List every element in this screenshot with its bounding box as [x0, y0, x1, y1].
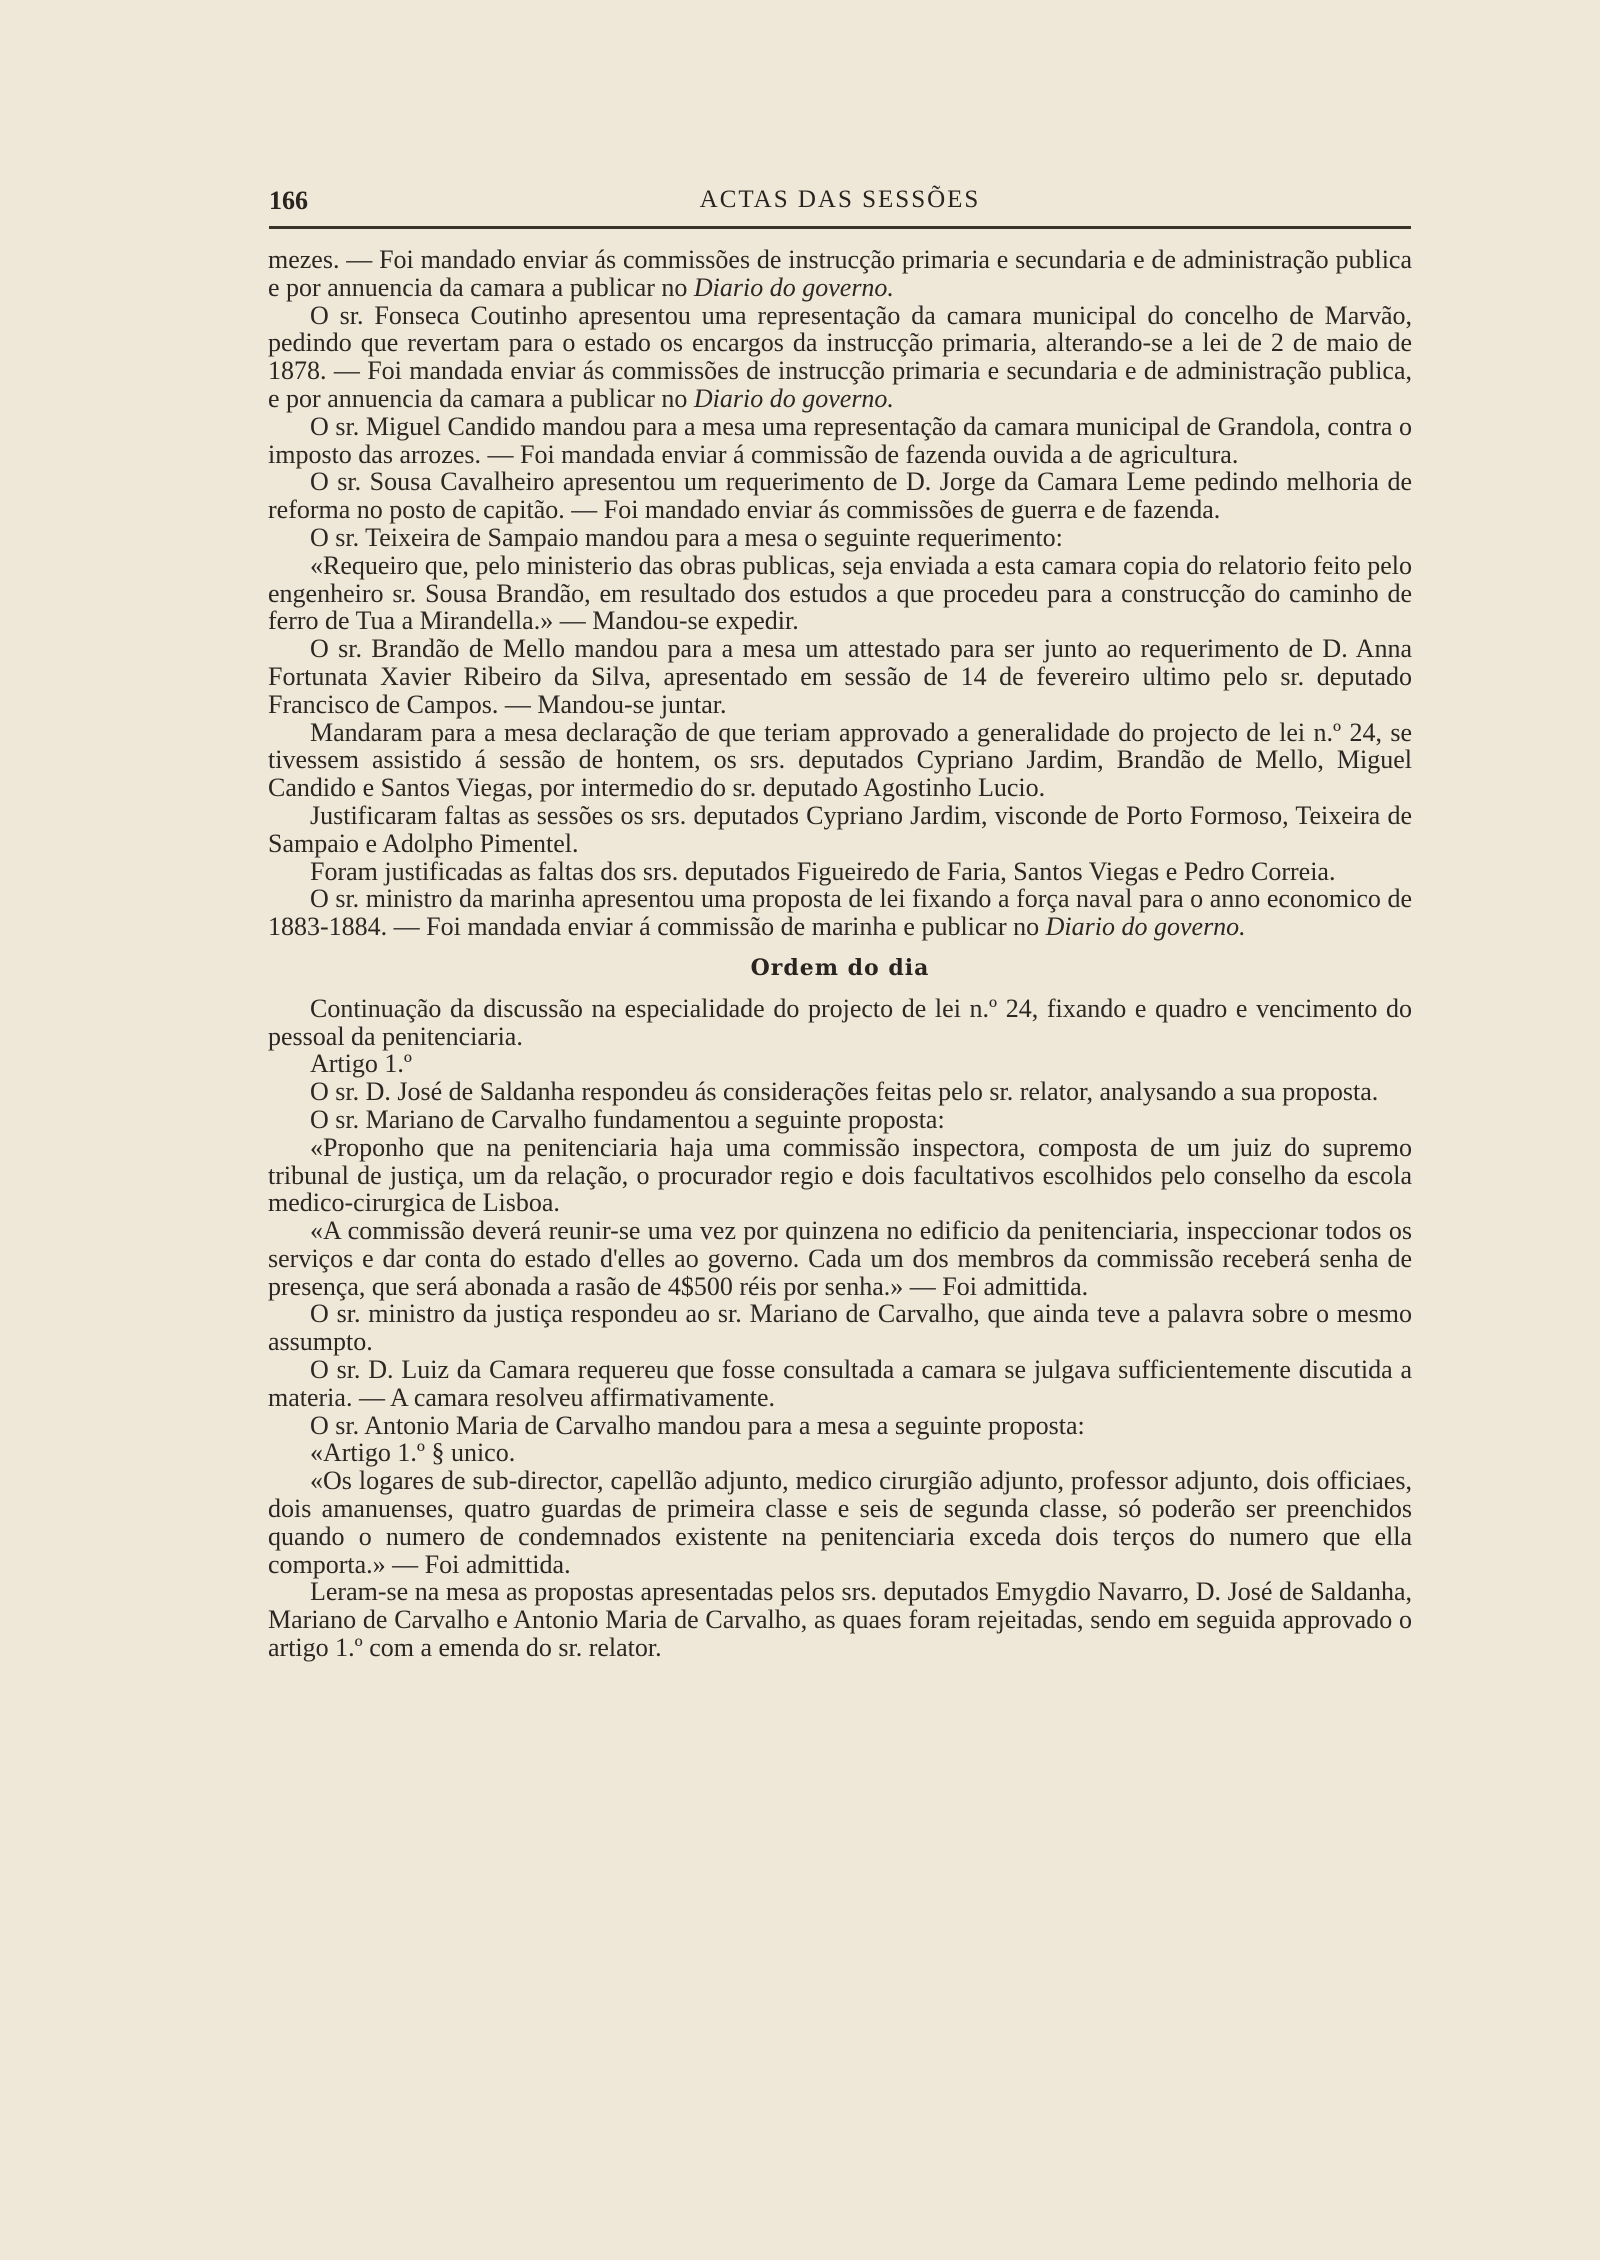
paragraph-text: «Os logares de sub-director, capellão adjunto, medico cirurgião adjunto, professor adjunto, dois officiaes, dois amanuenses, quatro guardas de primeira classe e seis de segunda classe, só poderão ser preenchidos quando o numero de condemnados existente na penitenciaria exceda dois terços do numero que ella comporta.» — Foi admittida. — [268, 1466, 1412, 1579]
paragraph-text: O sr. Brandão de Mello mandou para a mesa um attestado para ser junto ao requerimento de D. Anna Fortunata Xavier Ribeiro da Silva, apresentado em sessão de 14 de fevereiro ultimo pelo sr. deputado Francisco de Campos. — Mandou-se juntar. — [268, 634, 1412, 719]
paragraph — [268, 1578, 1412, 1661]
paragraph — [268, 246, 1412, 302]
paragraph-text: O sr. D. Luiz da Camara requereu que fosse consultada a camara se julgava sufficientemente discutida a materia. — A camara resolveu affirmativamente. — [268, 1355, 1412, 1412]
italic-reference: Diario do governo. — [693, 383, 894, 413]
paragraph-text: O sr. Antonio Maria de Carvalho mandou para a mesa a seguinte proposta: — [310, 1410, 1085, 1440]
section-heading: Ordem do dia — [750, 954, 930, 981]
paragraph — [268, 1412, 1412, 1440]
paragraph-text: O sr. Sousa Cavalheiro apresentou um requerimento de D. Jorge da Camara Leme pedindo melhoria de reforma no posto de capitão. — Foi mandado enviar ás commissões de guerra e de fazenda. — [268, 467, 1412, 525]
paragraph — [268, 1467, 1412, 1578]
paragraph — [268, 1050, 1412, 1078]
paragraph-text: O sr. Fonseca Coutinho apresentou uma representação da camara municipal do concelho de Marvão, pedindo que revertam para o estado os encargos da instrucção primaria, alterando-se a lei de 2 de maio de 1878. — Foi mandada enviar ás commissões de instrucção primaria e secundaria e de administração publica, e por annuencia da camara a publicar no — [268, 300, 1412, 413]
paragraph-text: «Requeiro que, pelo ministerio das obras publicas, seja enviada a esta camara copia do relatorio feito pelo engenheiro sr. Sousa Brandão, em resultado dos estudos a que procedeu para a construcção do caminho de ferro de Tua a Mirandella.» — Mandou-se expedir. — [268, 550, 1412, 636]
paragraph-text: «Artigo 1.º § unico. — [310, 1438, 516, 1468]
paragraph-text: O sr. ministro da marinha apresentou uma proposta de lei fixando a força naval para o anno economico de 1883-1884. — Foi mandada enviar á commissão de marinha e publicar no — [268, 884, 1412, 942]
paragraph — [268, 1106, 1412, 1134]
paragraph — [268, 802, 1412, 858]
page-header — [269, 180, 1411, 220]
paragraph — [268, 995, 1412, 1051]
paragraph — [268, 719, 1412, 802]
paragraph — [268, 858, 1412, 886]
page-number: 166 — [269, 186, 308, 215]
running-title: ACTAS DAS SESSÕES — [699, 186, 981, 213]
paragraph — [268, 1300, 1412, 1356]
body-text — [268, 246, 1412, 1662]
paragraph — [268, 524, 1412, 552]
paragraph-text: mezes. — Foi mandado enviar ás commissões de instrucção primaria e secundaria e de administração publica e por annuencia da camara a publicar no — [268, 245, 1412, 302]
paragraph — [268, 1217, 1412, 1300]
paragraph — [268, 1078, 1412, 1106]
paragraph — [268, 1134, 1412, 1217]
paragraph — [268, 1356, 1412, 1412]
paragraph-text: O sr. Mariano de Carvalho fundamentou a seguinte proposta: — [310, 1104, 945, 1134]
paragraphs-after — [268, 995, 1412, 1662]
paragraph-text: Continuação da discussão na especialidade do projecto de lei n.º 24, fixando e quadro e vencimento do pessoal da penitenciaria. — [268, 993, 1412, 1051]
paragraph — [268, 468, 1412, 524]
paragraph — [268, 413, 1412, 469]
paragraph-text: Artigo 1.º — [310, 1049, 412, 1079]
paragraph-text: Mandaram para a mesa declaração de que teriam approvado a generalidade do projecto de lei n.º 24, se tivessem assistido á sessão de hontem, os srs. deputados Cypriano Jardim, Brandão de Mello, Miguel Candido e Santos Viegas, por intermedio do sr. deputado Agostinho Lucio. — [268, 717, 1412, 803]
paragraph — [268, 552, 1412, 635]
paragraph-text: O sr. Miguel Candido mandou para a mesa uma representação da camara municipal de Grandola, contra o imposto das arrozes. — Foi mandada enviar á commissão de fazenda ouvida a de agricultura. — [268, 411, 1412, 469]
header-rule — [269, 226, 1411, 229]
paragraphs-before — [268, 246, 1412, 941]
paragraph-text: Leram-se na mesa as propostas apresentadas pelos srs. deputados Emygdio Navarro, D. José de Saldanha, Mariano de Carvalho e Antonio Maria de Carvalho, as quaes foram rejeitadas, sendo em seguida approvado o artigo 1.º com a emenda do sr. relator. — [268, 1577, 1412, 1663]
paragraph-text: O sr. D. José de Saldanha respondeu ás considerações feitas pelo sr. relator, analysando a sua proposta. — [310, 1077, 1379, 1107]
paragraph — [268, 635, 1412, 718]
paragraph — [268, 1439, 1412, 1467]
italic-reference: Diario do governo. — [693, 272, 894, 302]
paragraph-text: Justificaram faltas as sessões os srs. deputados Cypriano Jardim, visconde de Porto Formoso, Teixeira de Sampaio e Adolpho Pimentel. — [268, 800, 1412, 858]
paragraph-text: O sr. ministro da justiça respondeu ao sr. Mariano de Carvalho, que ainda teve a palavra sobre o mesmo assumpto. — [268, 1299, 1412, 1357]
paragraph-text: «Proponho que na penitenciaria haja uma commissão inspectora, composta de um juiz do supremo tribunal de justiça, um da relação, o procurador regio e dois facultativos escolhidos pelo conselho da escola medico-cirurgica de Lisboa. — [268, 1132, 1412, 1218]
italic-reference: Diario do governo. — [1045, 912, 1246, 942]
paragraph — [268, 885, 1412, 941]
paragraph — [268, 302, 1412, 413]
paragraph-text: «A commissão deverá reunir-se uma vez por quinzena no edificio da penitenciaria, inspeccionar todos os serviços e dar conta do estado d'elles ao governo. Cada um dos membros da commissão receberá senha de presença, que será abonada a rasão de 4$500 réis por senha.» — Foi admittida. — [268, 1216, 1412, 1301]
paragraph-text: Foram justificadas as faltas dos srs. deputados Figueiredo de Faria, Santos Viegas e Pedro Correia. — [310, 856, 1336, 886]
paragraph-text: O sr. Teixeira de Sampaio mandou para a mesa o seguinte requerimento: — [310, 522, 1063, 552]
